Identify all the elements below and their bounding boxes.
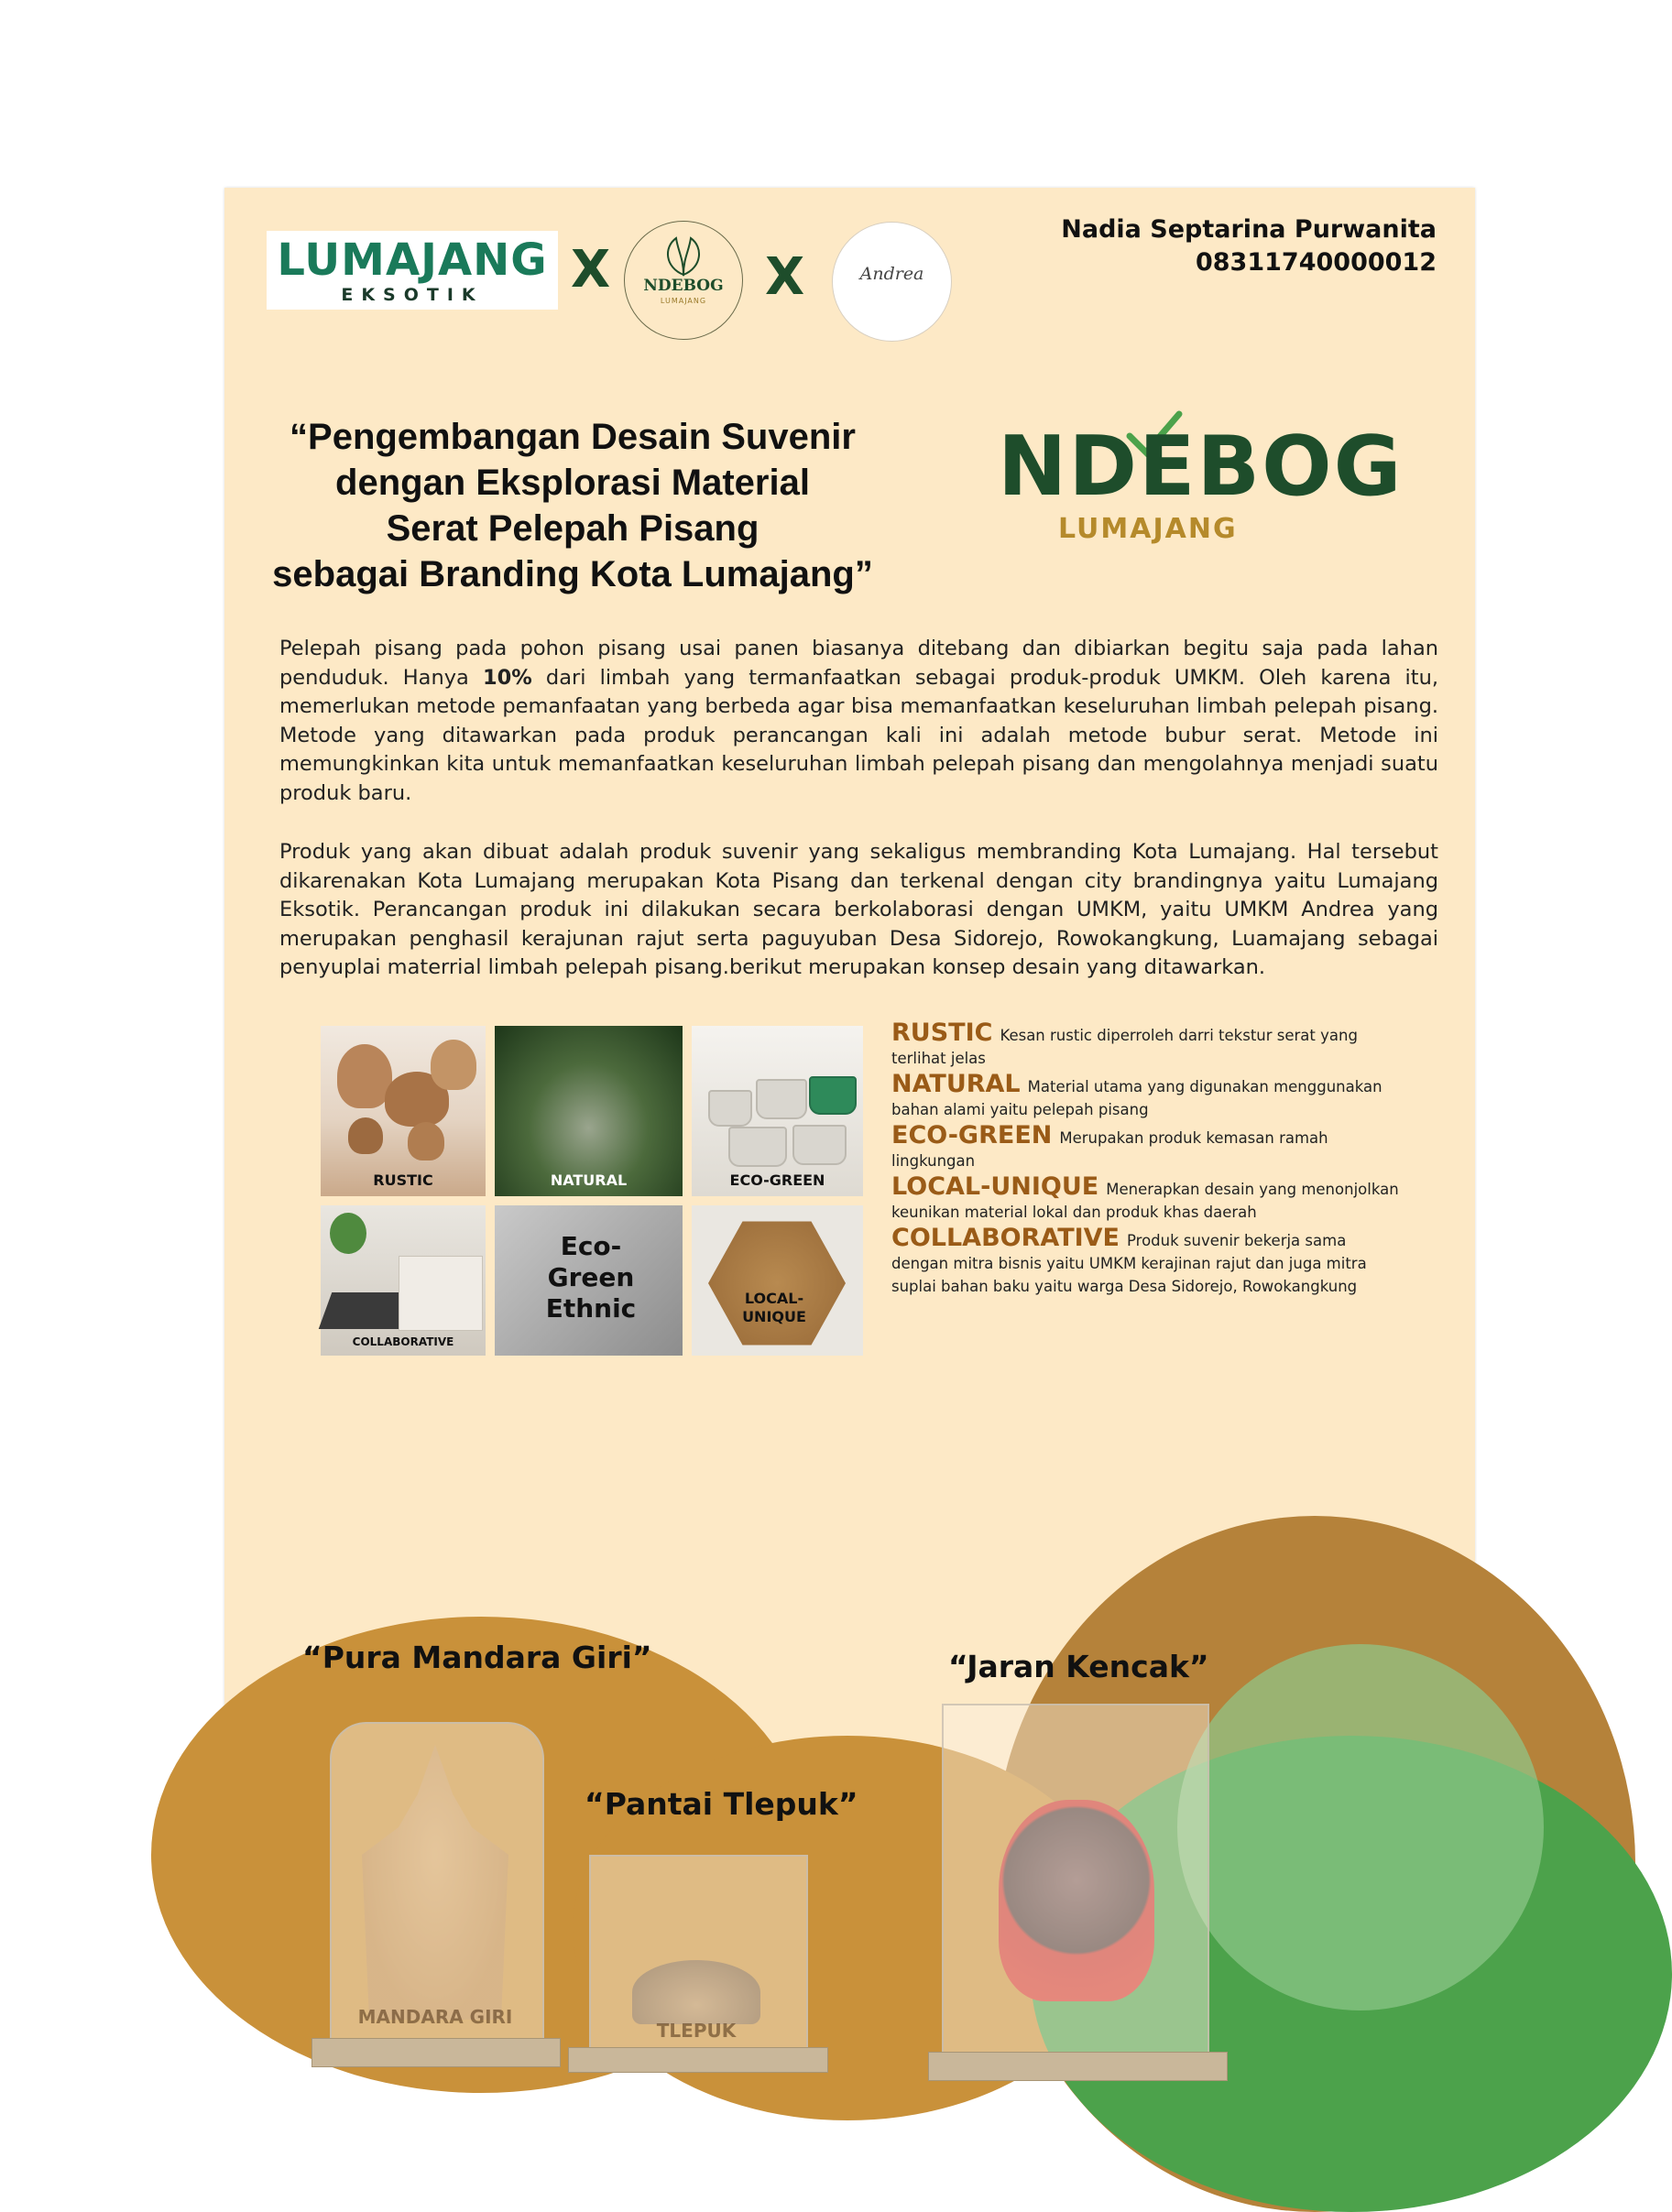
concept-text: Produk suvenir bekerja sama dengan mitra bisnis yaitu UMKM kerajinan rajut dan juga mitra suplai bahan baku yaitu warga Desa Sidorejo, Rowokangkung (891, 1232, 1367, 1295)
label-collaborative: COLLABORATIVE (352, 1335, 454, 1348)
product-title-jaran: “Jaran Kencak” (948, 1649, 1209, 1684)
collab-x-mark-2: X (765, 247, 805, 307)
label-rustic: RUSTIC (373, 1171, 433, 1189)
ndebog-small-sub: LUMAJANG (660, 297, 707, 305)
concept-heading: RUSTIC (891, 1019, 993, 1047)
author-name: Nadia Septarina Purwanita (1061, 215, 1437, 244)
product-title-pura: “Pura Mandara Giri” (302, 1640, 652, 1675)
concept-heading: COLLABORATIVE (891, 1224, 1120, 1252)
banana-leaf-icon (660, 236, 707, 277)
moodboard-collaborative (321, 1205, 486, 1356)
label-local-unique: LOCAL-UNIQUE (742, 1290, 806, 1325)
brand-name: NDEBOG (998, 419, 1404, 515)
andrea-logo-text: Andrea (859, 264, 924, 284)
poster (224, 188, 1475, 2042)
concept-heading: NATURAL (891, 1070, 1021, 1098)
ndebog-brand-logo (998, 419, 1404, 550)
author-block (1061, 213, 1437, 279)
display-base (928, 2052, 1228, 2081)
moodboard-rustic (321, 1026, 486, 1196)
moodboard-local-unique (692, 1205, 863, 1356)
title-line-3: Serat Pelepah Pisang (386, 508, 760, 549)
intro-paragraph (279, 635, 1438, 808)
intro-percent: 10% (482, 665, 532, 690)
moodboard-natural (495, 1026, 683, 1196)
author-id: 08311740000012 (1195, 248, 1437, 277)
title-line-1: “Pengembangan Desain Suvenir (290, 417, 856, 457)
moodboard-ethnic (495, 1205, 683, 1356)
concept-text: Kesan rustic diperroleh darri tekstur serat yang terlihat jelas (891, 1027, 1358, 1067)
display-base (568, 2047, 828, 2073)
product-title-pantai: “Pantai Tlepuk” (585, 1786, 858, 1822)
engraving-mandara-giri: MANDARA GIRI (357, 2006, 513, 2028)
logo-lumajang-text: LUMAJANG (277, 234, 548, 286)
display-case (942, 1704, 1209, 2055)
concept-item (891, 1070, 1404, 1121)
concept-text: Menerapkan desain yang menonjolkan keunikan material lokal dan produk khas daerah (891, 1181, 1399, 1221)
poster-title (261, 414, 884, 597)
title-line-4: sebagai Branding Kota Lumajang” (272, 554, 873, 594)
moodboard-eco-green (692, 1026, 863, 1196)
moodboard-grid (321, 1026, 863, 1356)
logo-eksotik-text: EKSOTIK (341, 285, 484, 305)
intro-text-a: Pelepah pisang pada pohon pisang usai panen biasanya ditebang dan dibiarkan begitu saja pada lahan penduduk. Hanya (279, 637, 1438, 690)
ndebog-small-logo (624, 221, 743, 340)
product-paragraph: Produk yang akan dibuat adalah produk suvenir yang sekaligus membranding Kota Lumajang. Hal tersebut dikarenakan Kota Lumajang merupakan Kota Pisang dan terkenal dengan city brandingnya yaitu Lumajang Eksotik. Perancangan produk ini dilakukan secara berkolaborasi dengan UMKM, yaitu UMKM Andrea yang merupakan penghasil kerajunan rajut serta paguyuban Desa Sidorejo, Rowokangkung, Luamajang sebagai penyuplai materrial limbah pelepah pisang.berikut merupakan konsep desain yang ditawarkan. (279, 840, 1438, 979)
concept-heading: ECO-GREEN (891, 1121, 1053, 1150)
label-natural: NATURAL (550, 1171, 628, 1189)
concept-item (891, 1121, 1404, 1172)
label-eco-green: ECO-GREEN (729, 1171, 825, 1189)
concept-text: Material utama yang digunakan menggunakan bahan alami yaitu pelepah pisang (891, 1078, 1382, 1118)
concept-heading: LOCAL-UNIQUE (891, 1172, 1099, 1201)
concept-text: Merupakan produk kemasan ramah lingkungan (891, 1129, 1328, 1170)
engraving-tlepuk: TLEPUK (656, 2020, 737, 2042)
title-line-2: dengan Eksplorasi Material (335, 463, 810, 503)
concept-item (891, 1172, 1404, 1224)
concept-item (891, 1226, 1404, 1298)
brand-sub: LUMAJANG (1058, 513, 1238, 545)
concept-list (891, 1021, 1404, 1301)
lumajang-eksotik-logo (267, 231, 558, 310)
intro-text-b: dari limbah yang termanfaatkan sebagai produk-produk UMKM. Oleh karena itu, memerlukan metode pemanfaatan yang berbeda agar bisa memanfaatkan keseluruhan limbah pelepah pisang. Metode yang ditawarkan pada produk perancangan kali ini adalah metode bubur serat. Metode ini memungkinkan kita untuk memanfaatkan keseluruhan limbah pelepah pisang dan mengolahnya menjadi suatu produk baru. (279, 665, 1439, 805)
label-eco-green-ethnic: Eco-Green Ethnic (545, 1231, 637, 1324)
display-case (330, 1722, 544, 2051)
decorative-hill (1177, 1644, 1544, 2010)
display-base (311, 2038, 561, 2067)
collab-x-mark-1: X (571, 240, 611, 300)
ndebog-small-text: NDEBOG (643, 277, 724, 295)
concept-item (891, 1021, 1404, 1070)
andrea-logo (832, 222, 952, 342)
